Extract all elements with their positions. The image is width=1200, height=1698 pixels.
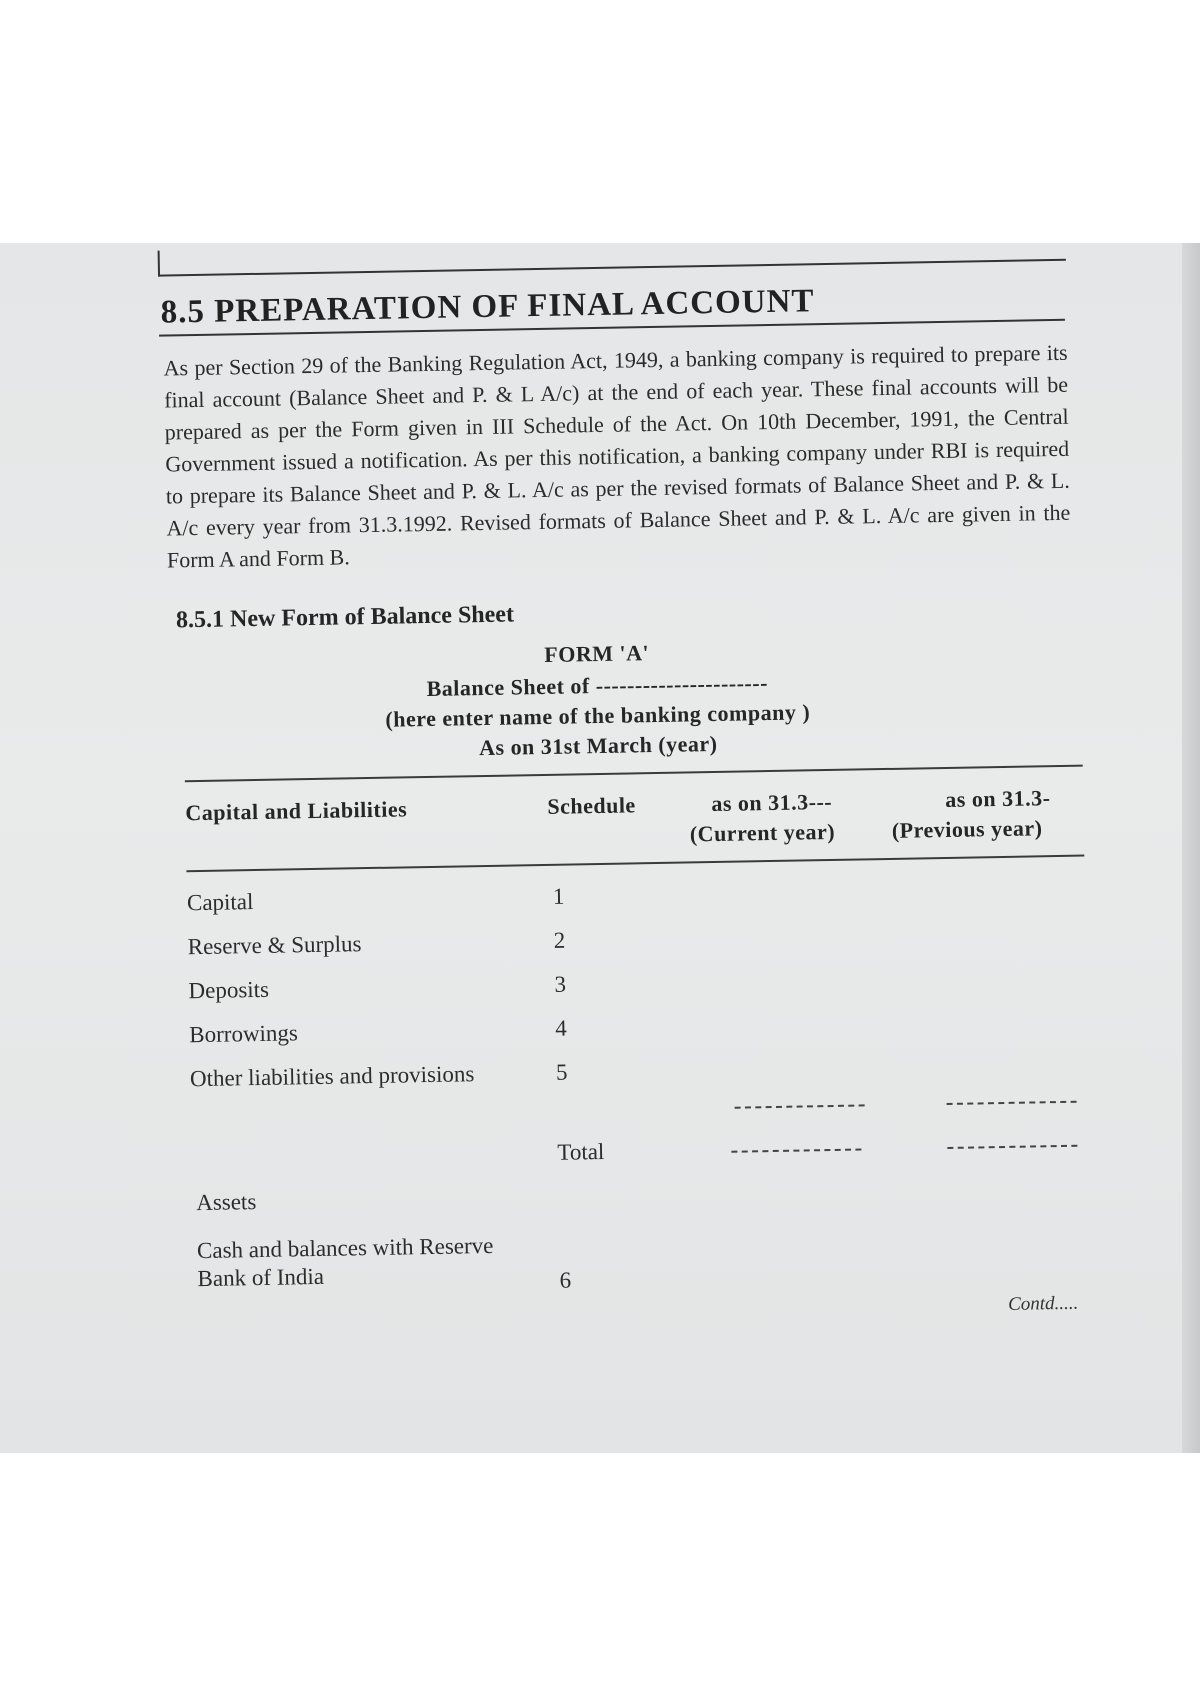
row-schedule: 4	[555, 1015, 567, 1041]
table-header-rule	[186, 855, 1084, 873]
top-box-border	[158, 243, 1066, 277]
asset-label-line1: Cash and balances with Reserve	[196, 1232, 494, 1264]
form-line-1: Balance Sheet of ----------------------	[426, 670, 769, 702]
contd-note: Contd.....	[1007, 1292, 1079, 1315]
subtotal-dash-current	[735, 1104, 865, 1108]
row-label: Deposits	[188, 976, 270, 1004]
row-schedule: 2	[553, 927, 566, 953]
row-label: Other liabilities and provisions	[189, 1061, 475, 1092]
header-previous-year-line2: (Previous year)	[891, 815, 1043, 843]
header-current-year-line2: (Current year)	[689, 818, 836, 847]
row-label: Borrowings	[189, 1020, 299, 1048]
row-schedule: 1	[552, 883, 565, 909]
total-dash-previous	[947, 1145, 1077, 1149]
row-label: Capital	[186, 889, 254, 916]
total-dash-current	[731, 1148, 861, 1152]
header-previous-year-line1: as on 31.3-	[945, 785, 1051, 812]
row-schedule: 5	[555, 1059, 568, 1085]
asset-schedule: 6	[559, 1267, 572, 1293]
page-content	[0, 243, 1200, 1453]
header-capital-liabilities: Capital and Liabilities	[185, 796, 408, 826]
table-top-rule	[185, 765, 1083, 783]
book-page-photo	[0, 243, 1200, 1453]
subsection-title: 8.5.1 New Form of Balance Sheet	[175, 601, 515, 634]
form-line-3: As on 31st March (year)	[478, 730, 718, 761]
row-schedule: 3	[554, 971, 567, 997]
intro-paragraph: As per Section 29 of the Banking Regulation Act, 1949, a banking company is required to prepare its final account (Balance Sheet and P. & L A/c) at the end of each year. These final accounts will be prepared as per the Form given in III Schedule of the Act. On 10th December, 1991, the Central Government issued a notification. As per this notification, a banking company under RBI is required to prepare its Balance Sheet and P. & L. A/c as per the revised formats of Balance Sheet and P. & L. A/c every year from 31.3.1992. Revised formats of Balance Sheet and P. & L. A/c are given in the Form A and Form B.	[163, 339, 1071, 573]
section-heading: 8.5 PREPARATION OF FINAL ACCOUNT	[160, 283, 815, 331]
asset-label-line2: Bank of India	[197, 1263, 325, 1292]
total-label: Total	[557, 1138, 605, 1165]
header-current-year-line1: as on 31.3---	[711, 788, 833, 817]
header-schedule: Schedule	[547, 792, 636, 819]
assets-label: Assets	[195, 1189, 257, 1216]
subtotal-dash-previous	[947, 1101, 1077, 1105]
form-line-2: (here enter name of the banking company )	[385, 699, 811, 732]
form-title: FORM 'A'	[544, 640, 650, 667]
row-label: Reserve & Surplus	[187, 931, 362, 960]
